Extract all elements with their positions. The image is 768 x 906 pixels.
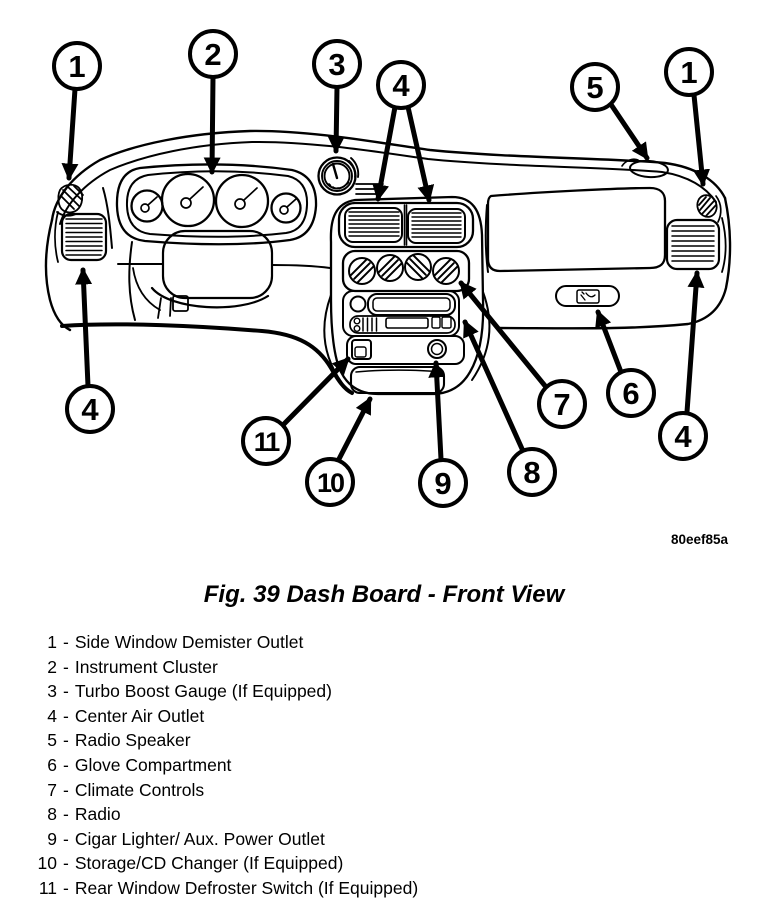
- gauge-large-right: [216, 175, 268, 227]
- passenger-panel: [488, 188, 665, 271]
- callout-label: 11: [253, 427, 279, 457]
- legend-item: [18, 778, 418, 803]
- vent-slats: [672, 226, 714, 261]
- callout-label: 5: [586, 70, 604, 105]
- legend-item-number: 6: [47, 754, 57, 775]
- air-outlet-right: [667, 218, 726, 272]
- callout-10: [307, 399, 370, 505]
- legend-item-text: Turbo Boost Gauge (If Equipped): [74, 681, 332, 702]
- legend-item: [18, 704, 418, 729]
- figure-caption: Fig. 39 Dash Board - Front View: [203, 581, 565, 608]
- legend-item-number: 10: [37, 853, 57, 874]
- callout-label: 4: [392, 68, 410, 103]
- legend-item-number: 3: [47, 681, 57, 702]
- cassette-slot: [386, 318, 428, 328]
- vent-slats: [66, 219, 102, 255]
- callout-4-right: [660, 273, 706, 459]
- legend-item-text: Radio: [74, 804, 121, 825]
- legend-separator: -: [63, 632, 69, 652]
- cigar-lighter: [428, 340, 446, 358]
- legend-item: [18, 802, 418, 827]
- climate-controls: [343, 251, 469, 291]
- legend-item-number: 8: [47, 804, 57, 825]
- legend-item: [18, 753, 418, 778]
- legend-item-text: Instrument Cluster: [74, 656, 218, 677]
- callout-5: [572, 64, 647, 158]
- radio: [343, 291, 459, 336]
- radio-buttons: [363, 318, 377, 331]
- storage-bin: [351, 367, 444, 393]
- center-air-outlets: [339, 203, 473, 247]
- dash-bottom-left-edge: [62, 324, 352, 393]
- legend-item-number: 4: [47, 705, 57, 726]
- radio-display: [368, 294, 455, 315]
- center-air-outlet-left: [345, 208, 402, 242]
- legend-item-number: 7: [47, 779, 57, 800]
- side-window-demister-left: [57, 185, 83, 216]
- legend-item-number: 5: [47, 730, 57, 751]
- legend-separator: -: [63, 853, 69, 874]
- legend-item: [18, 876, 418, 901]
- legend-item: [18, 728, 418, 753]
- legend-item: [18, 851, 418, 876]
- legend-item-text: Climate Controls: [74, 779, 205, 800]
- legend-separator: -: [63, 779, 69, 800]
- callout-label: 4: [81, 392, 99, 427]
- legend-item-text: Storage/CD Changer (If Equipped): [74, 853, 344, 874]
- legend-item: [18, 655, 418, 680]
- callout-1-left: [54, 43, 100, 178]
- legend-separator: -: [63, 754, 69, 775]
- legend-item: [18, 630, 418, 655]
- legend-item-text: Cigar Lighter/ Aux. Power Outlet: [74, 828, 325, 849]
- legend-item-text: Radio Speaker: [74, 730, 191, 751]
- turbo-boost-gauge: [319, 158, 359, 195]
- callout-label: 2: [204, 37, 222, 72]
- legend-separator: -: [63, 877, 69, 898]
- callout-label: 4: [674, 419, 692, 454]
- callout-label: 6: [622, 376, 640, 411]
- callout-label: 1: [68, 49, 86, 84]
- legend-separator: -: [63, 730, 69, 751]
- glove-compartment: [488, 188, 665, 306]
- gauge-large-left: [162, 174, 214, 226]
- center-stack: [331, 197, 483, 394]
- legend-item-number: 9: [47, 828, 57, 849]
- figure-image-code: 80eef85a: [670, 532, 728, 547]
- legend-item-text: Glove Compartment: [74, 754, 232, 775]
- callout-4-top: [378, 62, 429, 200]
- legend-item: [18, 679, 418, 704]
- instrument-cluster: [117, 164, 316, 244]
- legend-item-number: 1: [47, 632, 57, 652]
- air-outlet-left: [55, 212, 106, 262]
- boost-needle: [333, 164, 337, 178]
- legend-item-number: 11: [38, 877, 57, 898]
- gauge-small-left: [132, 191, 163, 222]
- center-air-outlet-right: [408, 209, 465, 243]
- legend-item: [18, 827, 418, 852]
- legend-separator: -: [63, 804, 69, 825]
- legend-separator: -: [63, 828, 69, 849]
- callout-4-left: [67, 270, 113, 432]
- mid-dash-seam: [118, 264, 330, 268]
- legend-item-text: Center Air Outlet: [74, 705, 205, 726]
- legend-item-text: Side Window Demister Outlet: [74, 632, 304, 652]
- vent-slats: [349, 212, 399, 236]
- gauge-small-right: [272, 194, 301, 223]
- vent-slats: [412, 213, 461, 237]
- knee-bolster-curve: [129, 242, 135, 320]
- legend-separator: -: [63, 705, 69, 726]
- side-window-demister-right: [695, 193, 721, 222]
- legend-item-text: Rear Window Defroster Switch (If Equipped): [74, 877, 419, 898]
- callout-label: 10: [316, 468, 344, 498]
- switch-row: [347, 336, 464, 364]
- callout-label: 3: [328, 47, 346, 82]
- steering-wheel-pad: [163, 231, 272, 298]
- callout-label: 8: [523, 455, 541, 490]
- callout-2: [190, 31, 236, 172]
- callout-label: 9: [434, 466, 452, 501]
- callout-11: [243, 359, 348, 464]
- callout-label: 7: [553, 387, 571, 422]
- radio-knob: [351, 297, 366, 312]
- legend-item-number: 2: [47, 656, 57, 677]
- legend-separator: -: [63, 681, 69, 702]
- legend-separator: -: [63, 656, 69, 677]
- legend-list: [18, 630, 418, 901]
- glovebox-handle: [556, 286, 619, 306]
- callout-label: 1: [680, 55, 698, 90]
